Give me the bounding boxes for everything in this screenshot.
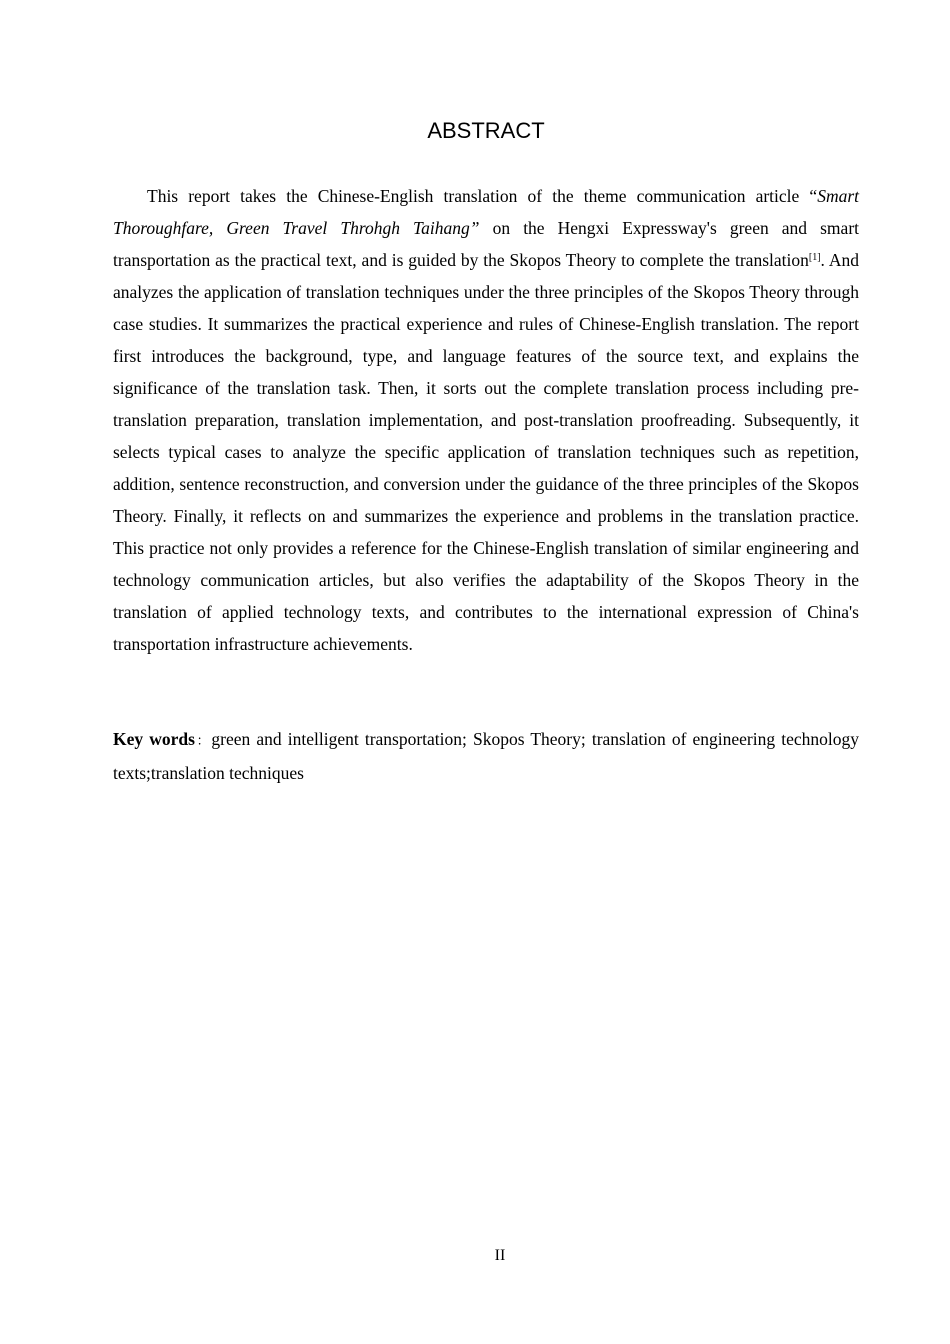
keywords-text: green and intelligent transportation; Skopos Theory; translation of engineering technology texts;translation techniques (113, 729, 859, 783)
abstract-text-part2: on the Hengxi Expressway's green and smart transportation as the practical text, and is guided by the Skopos Theory to complete the translation (113, 218, 860, 270)
abstract-paragraph (113, 180, 859, 660)
abstract-heading: ABSTRACT (427, 118, 545, 143)
keywords-label: Key words (113, 729, 195, 749)
citation-reference: [1] (808, 252, 821, 263)
page-number: II (494, 1247, 506, 1264)
article-title: Smart Thoroughfare, Green Travel Throhgh Taihang” (113, 186, 859, 238)
keywords-paragraph (113, 723, 859, 789)
abstract-text-part1: This report takes the Chinese-English translation of the theme communication article “ (147, 186, 818, 206)
keywords-separator: ： (194, 733, 212, 748)
abstract-text-part3: . And analyzes the application of translation techniques under the three principles of the Skopos Theory through case studies. It summarizes the practical experience and rules of Chinese-English translation. The report first introduces the background, type, and language features of the source text, and explains the significance of the translation task. Then, it sorts out the complete translation process including pre-translation preparation, translation implementation, and post-translation proofreading. Subsequently, it selects typical cases to analyze the specific application of translation techniques such as repetition, addition, sentence reconstruction, and conversion under the guidance of the three principles of the Skopos Theory. Finally, it reflects on and summarizes the experience and problems in the translation practice. This practice not only provides a reference for the Chinese-English translation of similar engineering and technology communication articles, but also verifies the adaptability of the Skopos Theory in the translation of applied technology texts, and contributes to the international expression of China's transportation infrastructure achievements. (113, 250, 859, 654)
